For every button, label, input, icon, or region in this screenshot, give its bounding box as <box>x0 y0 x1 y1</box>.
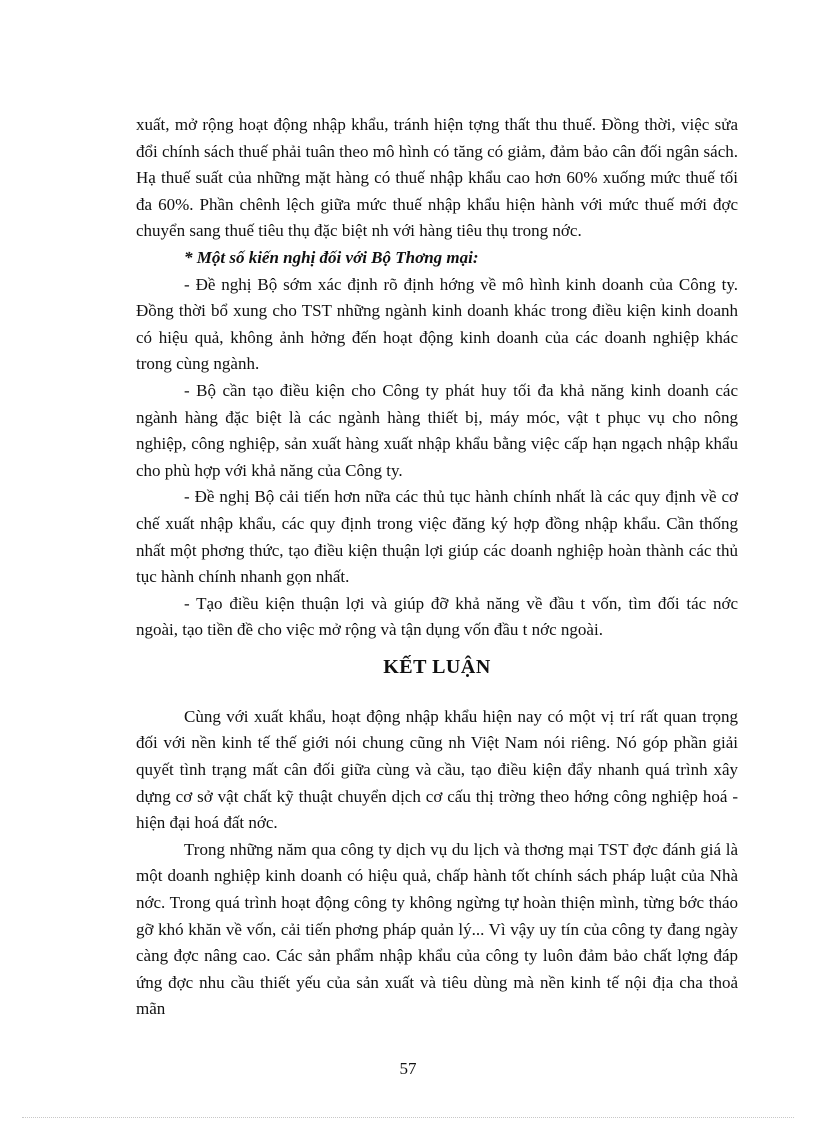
body-paragraph: xuất, mở rộng hoạt động nhập khẩu, tránh hiện tợng thất thu thuế. Đồng thời, việc sửa đổi chính sách thuế phải tuân theo mô hình có tăng có giảm, đảm bảo cân đối ngân sách. Hạ thuế suất của những mặt hàng có thuế nhập khẩu cao hơn 60% xuống mức thuế tối đa 60%. Phần chênh lệch giữa mức thuế nhập khẩu hiện hành với mức thuế mới đợc chuyển sang thuế tiêu thụ đặc biệt nh với hàng tiêu thụ trong nớc. <box>136 115 738 241</box>
page-number: 57 <box>399 1059 417 1078</box>
conclusion-paragraph: Trong những năm qua công ty dịch vụ du lịch và thơng mại TST đợc đánh giá là một doanh nghiệp kinh doanh có hiệu quả, chấp hành tốt chính sách pháp luật của Nhà nớc. Trong quá trình hoạt động công ty không ngừng tự hoàn thiện mình, từng bớc tháo gỡ khó khăn về vốn, cải tiến phơng pháp quản lý... Vì vậy uy tín của công ty đang ngày càng đợc nâng cao. Các sản phẩm nhập khẩu của công ty luôn đảm bảo chất lợng đáp ứng đợc nhu cầu thiết yếu của sản xuất và tiêu dùng mà nền kinh tế nội địa cha thoả mãn <box>136 839 738 1019</box>
section-subheading: * Một số kiến nghị đối với Bộ Thơng mại: <box>184 247 479 267</box>
conclusion-heading: KẾT LUẬN <box>383 655 491 678</box>
recommendation-paragraph: - Bộ cần tạo điều kiện cho Công ty phát huy tối đa khả năng kinh doanh các ngành hàng đặc biệt là các ngành hàng thiết bị, máy móc, vật t phục vụ cho nông nghiệp, công nghiệp, sản xuất hàng xuất nhập khẩu bằng việc cấp hạn ngạch nhập khẩu cho phù hợp với khả năng của Công ty. <box>136 380 738 480</box>
spacer <box>136 682 738 704</box>
document-page <box>136 112 738 1072</box>
page-bottom-divider <box>22 1117 794 1118</box>
conclusion-paragraph: Cùng với xuất khẩu, hoạt động nhập khẩu hiện nay có một vị trí rất quan trọng đối với nền kinh tế thế giới nói chung cũng nh Việt Nam nói riêng. Nó góp phần giải quyết tình trạng mất cân đối giữa cùng và cầu, tạo điều kiện đẩy nhanh quá trình xây dựng cơ sở vật chất kỹ thuật chuyển dịch cơ cấu thị trờng theo hớng công nghiệp hoá - hiện đại hoá đất nớc. <box>136 706 738 833</box>
recommendation-paragraph: - Đề nghị Bộ cải tiến hơn nữa các thủ tục hành chính nhất là các quy định về cơ chế xuất nhập khẩu, các quy định trong việc đăng ký hợp đồng nhập khẩu. Cần thống nhất một phơng thức, tạo điều kiện thuận lợi giúp các doanh nghiệp hoàn thành các thủ tục hành chính nhanh gọn nhất. <box>136 487 738 587</box>
recommendation-paragraph: - Đề nghị Bộ sớm xác định rõ định hớng về mô hình kinh doanh của Công ty. Đồng thời bổ xung cho TST những ngành kinh doanh khác trong điều kiện kinh doanh có hiệu quả, không ảnh hởng đến hoạt động kinh doanh của các doanh nghiệp khác trong cùng ngành. <box>136 274 738 374</box>
recommendation-paragraph: - Tạo điều kiện thuận lợi và giúp đỡ khả năng về đầu t vốn, tìm đối tác nớc ngoài, tạo tiền đề cho việc mở rộng và tận dụng vốn đầu t nớc ngoài. <box>136 593 738 640</box>
